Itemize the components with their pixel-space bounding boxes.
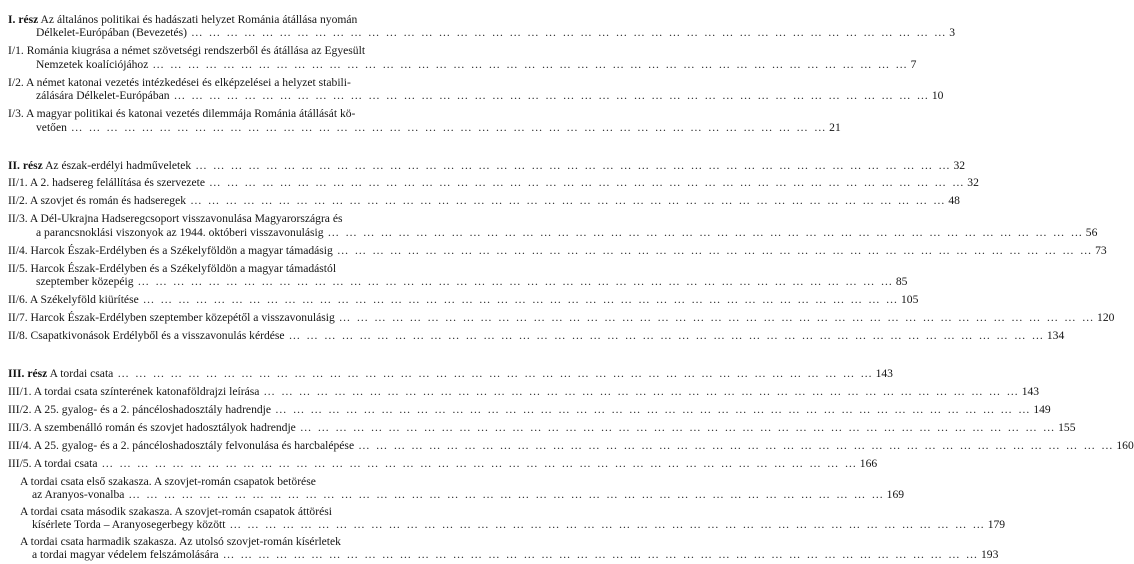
toc-part-entry[interactable] [8, 367, 893, 381]
toc-chapter-entry[interactable] [8, 385, 1040, 399]
toc-chapter-entry[interactable] [8, 176, 979, 190]
toc-part-entry[interactable] [8, 13, 956, 40]
toc-entry-line [8, 548, 999, 561]
toc-subsection-entry[interactable] [8, 504, 1006, 532]
toc-page-number: 32 [953, 158, 966, 172]
toc-entry-title: Csapatkivonások Erdélyből és a visszavonulás kérdése [30, 329, 285, 343]
toc-entry-number: II/1. [8, 176, 28, 190]
toc-page-number: 48 [948, 194, 960, 208]
toc-entry-number: III/1. [8, 385, 32, 399]
toc-entry-line [8, 439, 1134, 453]
toc-entry-text [36, 121, 67, 134]
toc-chapter-entry[interactable] [8, 212, 1098, 239]
toc-part-label: rész [27, 367, 48, 381]
toc-page-number: 193 [980, 548, 999, 561]
toc-entry-line [8, 57, 917, 71]
toc-page-number: 21 [829, 120, 841, 134]
toc-page-number: 85 [895, 275, 908, 289]
toc-entry-title: Harcok Észak-Erdélyben és a Székelyföldön a magyar támadástól [30, 261, 337, 275]
toc-page-number: 160 [1116, 439, 1134, 453]
toc-entry-title: A magyar politikai és katonai vezetés dilemmája Románia átállását kö- [26, 107, 356, 121]
toc-page-number: 73 [1095, 243, 1107, 257]
toc-chapter-entry[interactable] [8, 261, 908, 289]
toc-entry-text [8, 311, 335, 324]
leader-dots [98, 457, 860, 470]
toc-part-entry[interactable] [8, 158, 966, 172]
leader-dots [124, 488, 886, 501]
toc-entry-line [8, 457, 878, 471]
toc-entry-text [8, 176, 205, 189]
toc-page-number: 143 [875, 367, 893, 381]
toc-entry-title: A tordai csata színterének katonaföldrajzi leírása [33, 385, 260, 399]
toc-entry-title: A tordai csata [49, 367, 114, 381]
toc-entry-line [8, 26, 956, 40]
toc-entry-line [8, 475, 449, 488]
toc-page-number: 179 [987, 518, 1006, 532]
toc-entry-title: szeptember közepéig [36, 275, 134, 289]
toc-page-number: 149 [1033, 403, 1051, 417]
toc-chapter-entry[interactable] [8, 311, 1115, 325]
toc-entry-line [8, 158, 966, 172]
toc-entry-line [8, 176, 979, 190]
toc-entry-number: III/5. [8, 457, 32, 471]
toc-entry-number: II. [8, 158, 20, 172]
toc-entry-text [32, 548, 219, 561]
leader-dots [113, 367, 875, 380]
toc-entry-line [8, 518, 1006, 532]
section-gap [8, 347, 449, 367]
toc-entry-text [8, 159, 191, 172]
toc-entry-title: A tordai csata első szakasza. A szovjet-román csapatok betörése [20, 475, 316, 489]
toc-entry-text [36, 226, 324, 239]
toc-entry-title: A tordai csata második szakasza. A szovjet-román csapatok áttörési [20, 504, 332, 518]
toc-entry-line [8, 421, 1076, 435]
toc-entry-line [8, 488, 905, 502]
leader-dots [296, 421, 1058, 434]
toc-entry-text [8, 403, 271, 416]
toc-entry-line [8, 262, 449, 275]
toc-chapter-entry[interactable] [8, 439, 1134, 453]
toc-entry-text [8, 329, 285, 342]
leader-dots [148, 58, 910, 71]
toc-page-number: 166 [859, 457, 878, 471]
toc-entry-title: A szovjet és román és hadseregek [29, 194, 187, 208]
toc-chapter-entry[interactable] [8, 107, 841, 134]
toc-subsection-entry[interactable] [8, 475, 905, 502]
toc-entry-title: a parancsnoklási viszonyok az 1944. októberi visszavonulásig [36, 225, 324, 239]
toc-entry-text [8, 44, 365, 57]
toc-page-number: 155 [1058, 421, 1076, 435]
toc-chapter-entry[interactable] [8, 75, 944, 103]
toc-chapter-entry[interactable] [8, 44, 917, 71]
leader-dots [170, 89, 932, 102]
toc-entry-text [8, 439, 354, 452]
toc-entry-title: Délkelet-Európában (Bevezetés) [36, 26, 187, 40]
toc-subsection-entry[interactable] [8, 534, 999, 562]
toc-entry-text [8, 293, 139, 306]
toc-entry-title: Az észak-erdélyi hadműveletek [45, 158, 192, 172]
leader-dots [285, 329, 1047, 342]
toc-part-label: rész [18, 13, 39, 26]
leader-dots [134, 275, 896, 288]
toc-page-number: 134 [1046, 329, 1065, 343]
toc-entry-text [20, 475, 316, 488]
toc-entry-text [36, 275, 134, 288]
leader-dots [335, 311, 1097, 324]
toc-entry-number: III/3. [8, 421, 32, 435]
toc-entry-number: II/3. [8, 212, 28, 226]
toc-entry-number: II/4. [8, 243, 28, 257]
toc-page-number: 169 [886, 488, 905, 502]
toc-entry-line [8, 225, 1098, 239]
toc-entry-title: A tordai csata harmadik szakasza. Az utolsó szovjet-román kísérletek [20, 534, 341, 548]
toc-page-number: 143 [1021, 385, 1040, 399]
leader-dots [187, 26, 949, 39]
toc-entry-line [8, 194, 960, 208]
toc-entry-line [8, 403, 1051, 417]
toc-entry-text [32, 488, 124, 501]
toc-entry-line [8, 120, 841, 134]
leader-dots [271, 403, 1033, 416]
toc-entry-text [36, 89, 170, 102]
toc-entry-title: A német katonai vezetés intézkedései és elképzelései a helyzet stabili- [26, 75, 351, 89]
leader-dots [191, 159, 953, 172]
toc-entry-text [8, 385, 259, 398]
leader-dots [67, 121, 829, 134]
toc-entry-line [8, 44, 449, 57]
toc-entry-line [8, 535, 449, 548]
toc-entry-number: II/5. [8, 261, 28, 275]
leader-dots [186, 194, 948, 207]
toc-entry-line [8, 385, 1040, 399]
leader-dots [324, 226, 1086, 239]
toc-entry-line [8, 13, 449, 26]
toc-entry-number: I/1. [8, 44, 24, 58]
leader-dots [205, 176, 967, 189]
toc-entry-number: I. [8, 13, 16, 26]
toc-page-number: 56 [1085, 225, 1098, 239]
toc-entry-title: A tordai csata [33, 457, 98, 471]
toc-entry-line [8, 293, 919, 307]
toc-entry-title: zálására Délkelet-Európában [36, 89, 170, 103]
leader-dots [225, 518, 987, 531]
toc-entry-number: I/2. [8, 75, 24, 89]
toc-chapter-entry[interactable] [8, 457, 878, 471]
toc-entry-title: A Székelyföld kiürítése [29, 293, 139, 307]
toc-page-number: 3 [949, 26, 956, 40]
toc-entry-title: A Dél-Ukrajna Hadseregcsoport visszavonulása Magyarországra és [29, 212, 343, 226]
leader-dots [219, 548, 981, 561]
toc-entry-title: Románia kiugrása a német szövetségi rendszerből és átállása az Egyesült [26, 44, 366, 58]
toc-entry-title: A 2. hadsereg felállítása és szervezete [29, 176, 206, 190]
toc-entry-number: II/6. [8, 293, 28, 307]
toc-entry-number: I/3. [8, 107, 24, 121]
toc-entry-title: az Aranyos-vonalba [32, 488, 125, 502]
toc-entry-number: III/2. [8, 403, 32, 417]
toc-list [8, 13, 1134, 564]
toc-entry-line [8, 243, 1107, 257]
toc-chapter-entry[interactable] [8, 243, 1107, 257]
toc-entry-line [8, 275, 908, 289]
toc-entry-title: A szembenálló román és szovjet hadosztályok hadrendje [33, 421, 296, 435]
toc-part-label: rész [22, 158, 43, 172]
toc-entry-text [36, 58, 148, 71]
toc-entry-text [36, 26, 187, 39]
toc-entry-number: III/4. [8, 439, 32, 453]
leader-dots [139, 293, 901, 306]
toc-entry-text [8, 421, 296, 434]
toc-entry-text [8, 107, 355, 120]
toc-entry-line [8, 329, 1065, 343]
toc-entry-text [20, 505, 332, 518]
toc-entry-text [8, 367, 113, 380]
toc-entry-title: Az általános politikai és hadászati helyzet Románia átállása nyomán [40, 13, 358, 26]
toc-entry-title: a tordai magyar védelem felszámolására [32, 548, 219, 561]
toc-entry-line [8, 76, 449, 89]
toc-entry-text [8, 13, 357, 26]
toc-chapter-entry[interactable] [8, 194, 960, 208]
toc-entry-title: Nemzetek koalíciójához [36, 57, 149, 71]
toc-page-number: 7 [910, 57, 917, 71]
toc-page-number: 120 [1097, 311, 1115, 325]
toc-entry-line [8, 89, 944, 103]
toc-chapter-entry[interactable] [8, 329, 1065, 343]
toc-entry-title: A 25. gyalog- és a 2. páncéloshadosztály felvonulása és harcbalépése [33, 439, 355, 453]
toc-entry-line [8, 367, 893, 381]
toc-entry-text [8, 76, 351, 89]
toc-entry-text [32, 518, 225, 531]
toc-entry-text [8, 194, 186, 207]
toc-entry-title: vetően [36, 120, 67, 134]
leader-dots [259, 385, 1021, 398]
toc-chapter-entry[interactable] [8, 421, 1076, 435]
toc-page-number: 105 [901, 293, 919, 307]
toc-entry-number: II/8. [8, 329, 28, 343]
toc-entry-title: Harcok Észak-Erdélyben szeptember közepétől a visszavonulásig [30, 311, 335, 325]
toc-entry-line [8, 505, 449, 518]
toc-entry-number: III. [8, 367, 25, 381]
toc-entry-title: kísérlete Torda – Aranyosegerbegy között [32, 518, 226, 532]
toc-entry-text [8, 457, 98, 470]
toc-page-number: 32 [967, 176, 979, 190]
toc-entry-title: A 25. gyalog- és a 2. páncéloshadosztály hadrendje [33, 403, 272, 417]
toc-entry-number: II/2. [8, 194, 28, 208]
toc-chapter-entry[interactable] [8, 403, 1051, 417]
toc-chapter-entry[interactable] [8, 293, 919, 307]
toc-entry-text [8, 262, 336, 275]
toc-entry-text [8, 244, 333, 257]
toc-entry-text [8, 212, 343, 225]
toc-entry-title: Harcok Észak-Erdélyben és a Székelyföldön a magyar támadásig [30, 243, 333, 257]
toc-page-number: 10 [931, 89, 944, 103]
section-gap [8, 139, 449, 159]
toc-entry-text [20, 535, 341, 548]
toc-entry-line [8, 311, 1115, 325]
leader-dots [354, 439, 1116, 452]
toc-entry-number: II/7. [8, 311, 28, 325]
toc-entry-line [8, 107, 449, 120]
leader-dots [333, 244, 1095, 257]
toc-entry-line [8, 212, 449, 225]
